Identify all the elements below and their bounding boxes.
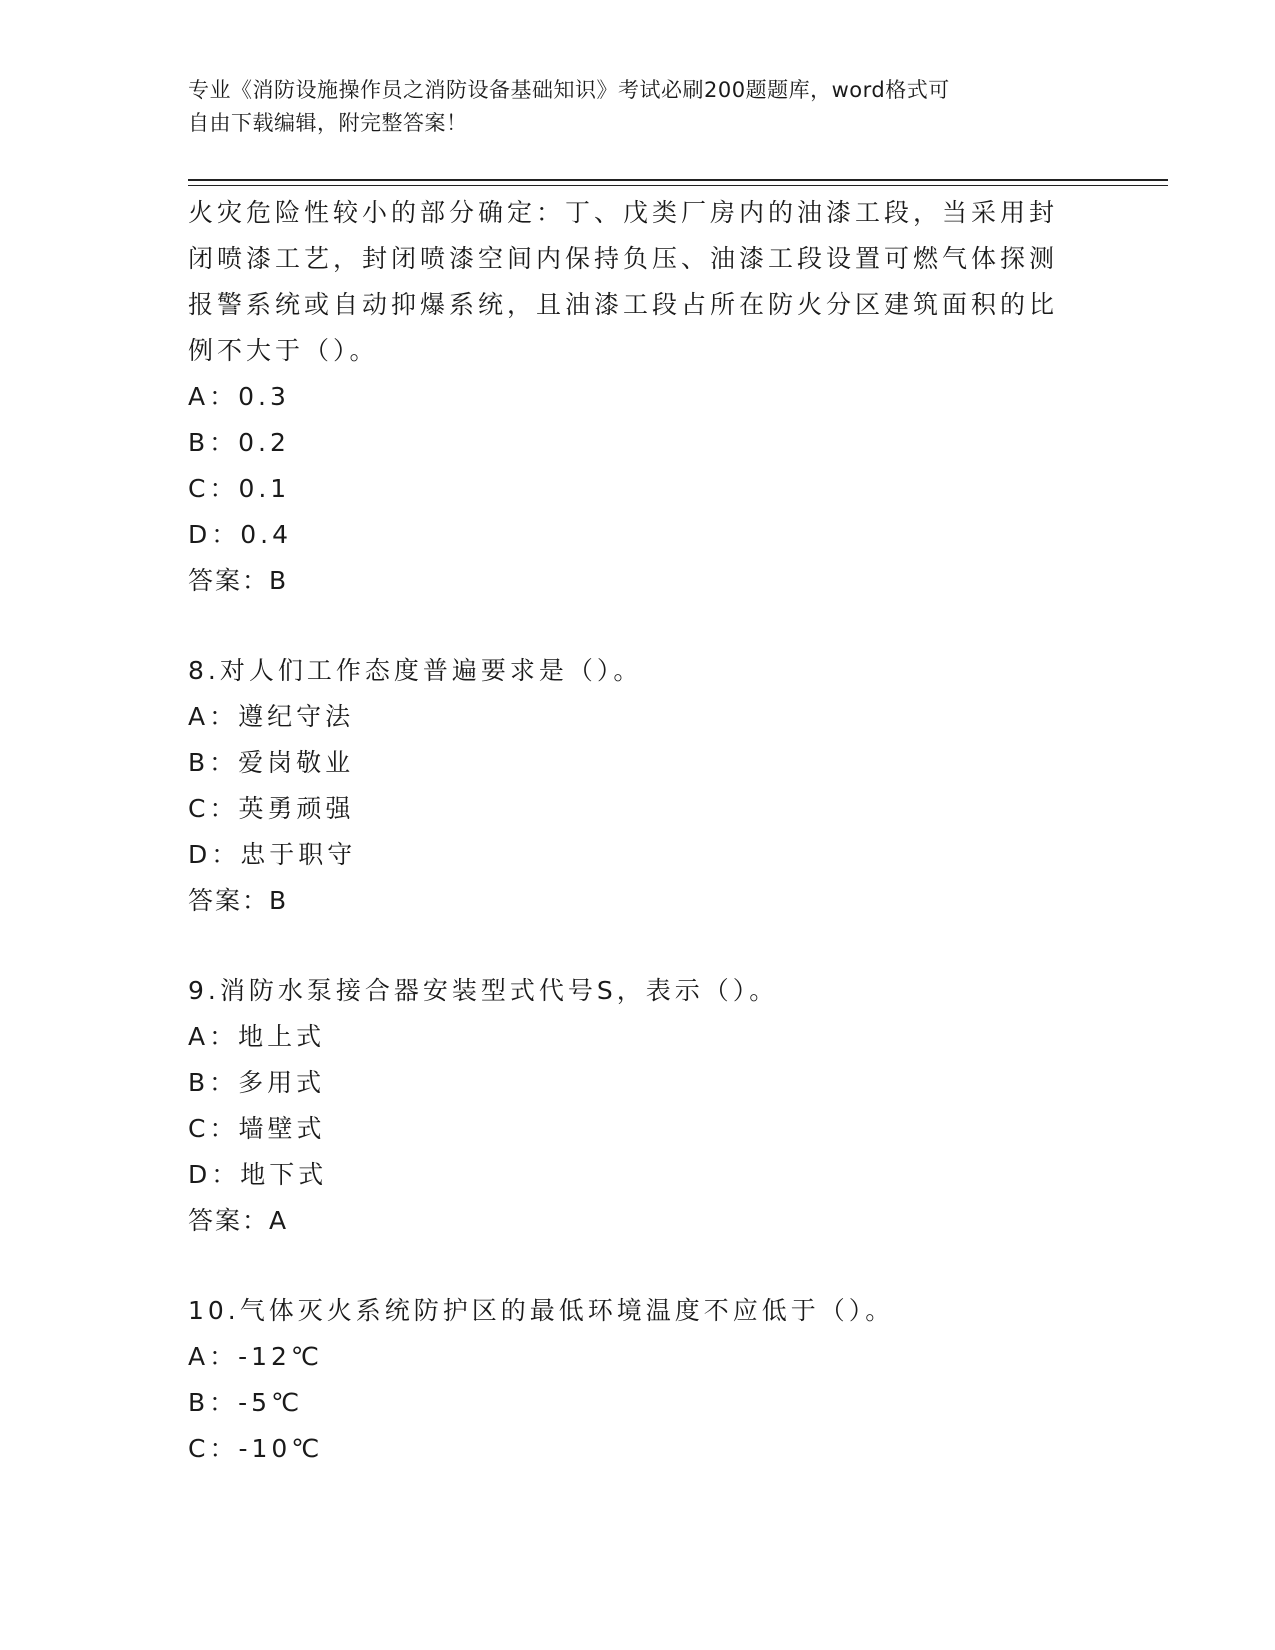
option-c: C：-10℃ (188, 1434, 324, 1463)
option-b: B：爱岗敬业 (188, 748, 355, 777)
question-10 (188, 1288, 1088, 1472)
option-c: C：墙壁式 (188, 1114, 326, 1143)
document-header (188, 74, 1068, 140)
answer-line: 答案：B (188, 566, 289, 595)
option-a: A：-12℃ (188, 1342, 324, 1371)
question-stem-line: 8.对人们工作态度普遍要求是（）。 (188, 656, 643, 685)
option-b: B：-5℃ (188, 1388, 304, 1417)
question-stem-line: 报警系统或自动抑爆系统，且油漆工段占所在防火分区建筑面积的比 (188, 290, 1059, 319)
question-stem-line: 闭喷漆工艺，封闭喷漆空间内保持负压、油漆工段设置可燃气体探测 (188, 244, 1059, 273)
question-stem-line: 火灾危险性较小的部分确定：丁、戊类厂房内的油漆工段，当采用封 (188, 198, 1059, 227)
question-stem-line: 9.消防水泵接合器安装型式代号S，表示（）。 (188, 976, 779, 1005)
option-b: B：0.2 (188, 428, 290, 457)
option-b: B：多用式 (188, 1068, 326, 1097)
option-c: C：英勇顽强 (188, 794, 355, 823)
question-list (188, 190, 1088, 1472)
option-d: D：地下式 (188, 1160, 328, 1189)
header-divider-thin (188, 185, 1168, 186)
question-stem-line: 10.气体灭火系统防护区的最低环境温度不应低于（）。 (188, 1296, 895, 1325)
option-d: D：0.4 (188, 520, 293, 549)
answer-line: 答案：A (188, 1206, 289, 1235)
question-8 (188, 648, 1088, 924)
question-stem-line: 例不大于（）。 (188, 336, 379, 365)
header-line-2: 自由下载编辑，附完整答案！ (188, 111, 468, 135)
question-9 (188, 968, 1088, 1244)
option-a: A：遵纪守法 (188, 702, 355, 731)
header-line-1: 专业《消防设施操作员之消防设备基础知识》考试必刷200题题库，word格式可 (188, 78, 950, 102)
option-d: D：忠于职守 (188, 840, 357, 869)
option-a: A：0.3 (188, 382, 290, 411)
answer-line: 答案：B (188, 886, 289, 915)
question-7 (188, 190, 1088, 604)
option-c: C：0.1 (188, 474, 291, 503)
option-a: A：地上式 (188, 1022, 326, 1051)
header-divider-thick (188, 179, 1168, 181)
